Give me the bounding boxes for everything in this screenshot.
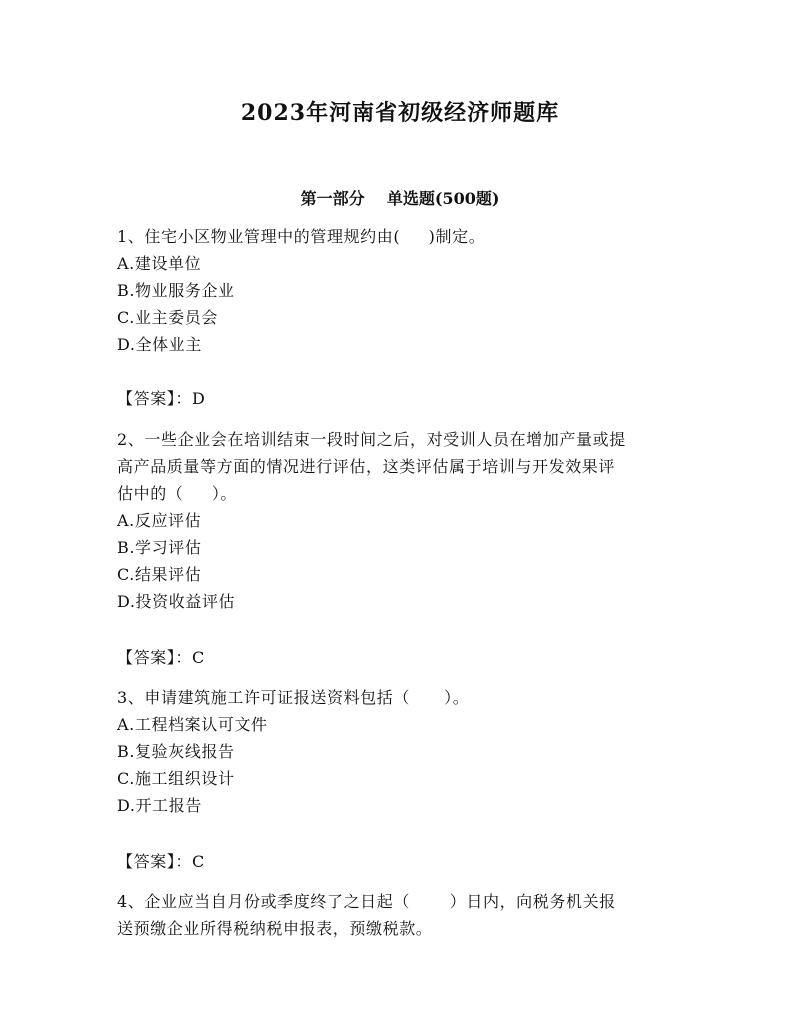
- question-2-option-c: C.结果评估: [117, 565, 202, 584]
- section-title: 第一部分 单选题(500题): [300, 189, 500, 208]
- question-1-option-c: C.业主委员会: [117, 308, 218, 327]
- question-1-option-d: D.全体业主: [117, 335, 202, 354]
- question-3-option-d: D.开工报告: [117, 796, 202, 815]
- question-3-stem-line-1: 3、申请建筑施工许可证报送资料包括（ ）。: [117, 688, 470, 707]
- question-2-stem-line-1: 2、一些企业会在培训结束一段时间之后，对受训人员在增加产量或提: [117, 430, 626, 449]
- question-4-stem-line-1: 4、企业应当自月份或季度终了之日起（ ）日内，向税务机关报: [117, 892, 616, 911]
- question-3-answer: 【答案】：C: [117, 852, 205, 871]
- question-4-stem-line-2: 送预缴企业所得税纳税申报表，预缴税款。: [117, 919, 433, 938]
- question-2-stem-line-3: 估中的（ ）。: [117, 484, 238, 503]
- question-3-option-a: A.工程档案认可文件: [117, 715, 268, 734]
- question-2-answer: 【答案】：C: [117, 648, 205, 667]
- question-2-option-a: A.反应评估: [117, 511, 202, 530]
- document-title: 2023年河南省初级经济师题库: [240, 100, 560, 126]
- question-1-option-b: B.物业服务企业: [117, 281, 235, 300]
- question-3-option-c: C.施工组织设计: [117, 769, 235, 788]
- question-1-option-a: A.建设单位: [117, 254, 202, 273]
- question-2-option-d: D.投资收益评估: [117, 592, 236, 611]
- question-2-stem-line-2: 高产品质量等方面的情况进行评估，这类评估属于培训与开发效果评: [117, 457, 616, 476]
- question-3-option-b: B.复验灰线报告: [117, 742, 235, 761]
- question-1-stem-line-1: 1、住宅小区物业管理中的管理规约由( )制定。: [117, 227, 486, 246]
- question-2-option-b: B.学习评估: [117, 538, 202, 557]
- question-1-answer: 【答案】：D: [117, 389, 206, 408]
